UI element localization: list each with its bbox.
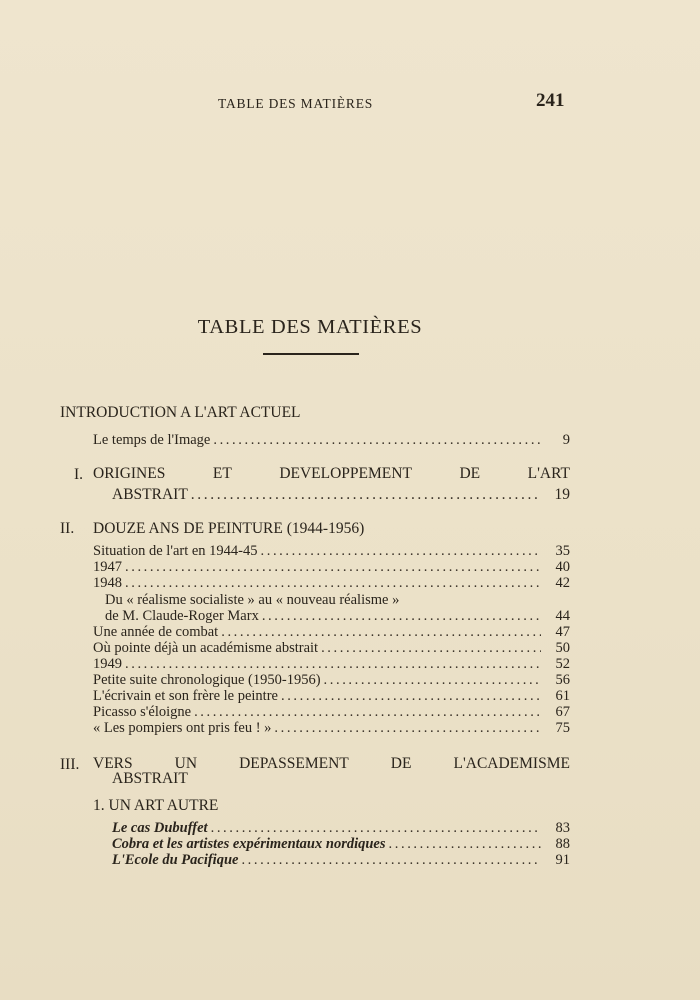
part1-heading-word: ET bbox=[212, 465, 232, 482]
toc-entry[interactable] bbox=[93, 640, 570, 656]
toc-entry-page: 19 bbox=[554, 486, 570, 503]
toc-entry-label: 1949 bbox=[93, 656, 122, 672]
toc-entry-label: Cobra et les artistes expérimentaux nordiques bbox=[112, 836, 386, 852]
part1-heading-word: DEVELOPPEMENT bbox=[279, 465, 412, 482]
dot-leader bbox=[191, 487, 541, 503]
toc-entry-page: 9 bbox=[562, 432, 570, 448]
dot-leader bbox=[274, 720, 541, 736]
toc-entry-page: 91 bbox=[555, 852, 570, 868]
part3-heading-word: L'ACADEMISME bbox=[453, 755, 570, 772]
part1-heading-word: ORIGINES bbox=[93, 465, 166, 482]
title-divider bbox=[263, 353, 359, 355]
part1-number: I. bbox=[74, 466, 84, 483]
toc-entry-label: Situation de l'art en 1944-45 bbox=[93, 543, 258, 559]
toc-entry[interactable] bbox=[93, 656, 570, 672]
toc-entry-page: 52 bbox=[555, 656, 570, 672]
toc-entry[interactable] bbox=[93, 672, 570, 688]
dot-leader bbox=[194, 704, 541, 720]
running-head-title: TABLE DES MATIÈRES bbox=[218, 96, 374, 111]
dot-leader bbox=[281, 688, 541, 704]
dot-leader bbox=[389, 836, 541, 852]
toc-entry-label: L'Ecole du Pacifique bbox=[112, 852, 239, 868]
toc-entry-page: 44 bbox=[555, 608, 570, 624]
part1-heading bbox=[93, 465, 570, 483]
dot-leader bbox=[324, 672, 541, 688]
part3-subheading: 1. UN ART AUTRE bbox=[93, 797, 219, 814]
toc-entry-label: ABSTRAIT bbox=[112, 486, 188, 503]
dot-leader bbox=[213, 432, 541, 448]
intro-heading: INTRODUCTION A L'ART ACTUEL bbox=[60, 404, 301, 421]
dot-leader bbox=[211, 820, 541, 836]
part2-number: II. bbox=[60, 520, 75, 537]
toc-entry-page: 67 bbox=[555, 704, 570, 720]
dot-leader bbox=[262, 608, 541, 624]
toc-entry-page: 42 bbox=[555, 575, 570, 591]
toc-entry[interactable] bbox=[112, 487, 570, 503]
toc-entry[interactable] bbox=[93, 624, 570, 640]
toc-entry-label: Petite suite chronologique (1950-1956) bbox=[93, 672, 321, 688]
toc-entry-label: L'écrivain et son frère le peintre bbox=[93, 688, 278, 704]
dot-leader bbox=[221, 624, 541, 640]
dot-leader bbox=[125, 559, 541, 575]
toc-entry-page: 50 bbox=[555, 640, 570, 656]
toc-entry[interactable] bbox=[112, 836, 570, 852]
toc-entry-page: 56 bbox=[555, 672, 570, 688]
toc-entry-label: Le cas Dubuffet bbox=[112, 820, 208, 836]
toc-entry[interactable] bbox=[93, 432, 570, 448]
part3-heading-word: DE bbox=[390, 755, 412, 772]
toc-entry[interactable] bbox=[112, 852, 570, 868]
dot-leader bbox=[125, 656, 541, 672]
part3-number: III. bbox=[60, 756, 80, 773]
toc-entry-label: de M. Claude-Roger Marx bbox=[105, 608, 259, 624]
toc-entry-label-line1: Du « réalisme socialiste » au « nouveau réalisme » bbox=[105, 592, 400, 608]
toc-entry[interactable] bbox=[93, 720, 570, 736]
toc-entry[interactable] bbox=[93, 543, 570, 559]
toc-entry-label: Picasso s'éloigne bbox=[93, 704, 192, 720]
toc-entry-label: Où pointe déjà un académisme abstrait bbox=[93, 640, 319, 656]
toc-entry-page: 35 bbox=[555, 543, 570, 559]
page-title: TABLE DES MATIÈRES bbox=[197, 316, 423, 338]
page-number: 241 bbox=[536, 90, 565, 111]
toc-entry-label: « Les pompiers ont pris feu ! » bbox=[93, 720, 272, 736]
toc-entry-page: 88 bbox=[555, 836, 570, 852]
toc-entry[interactable] bbox=[93, 688, 570, 704]
dot-leader bbox=[241, 852, 541, 868]
dot-leader bbox=[261, 543, 542, 559]
toc-entry-page: 40 bbox=[555, 559, 570, 575]
part3-heading-word: UN bbox=[174, 755, 198, 772]
part3-heading-word: VERS bbox=[93, 755, 133, 772]
toc-entry-label: Le temps de l'Image bbox=[93, 432, 211, 448]
toc-entry[interactable] bbox=[93, 559, 570, 575]
part2-heading: DOUZE ANS DE PEINTURE (1944-1956) bbox=[93, 520, 365, 537]
toc-entry-page: 83 bbox=[555, 820, 570, 836]
part3-heading-cont: ABSTRAIT bbox=[112, 770, 188, 787]
toc-entry-page: 47 bbox=[555, 624, 570, 640]
toc-entry[interactable] bbox=[105, 608, 570, 624]
part3-heading-word: DEPASSEMENT bbox=[239, 755, 349, 772]
toc-entry-label: Une année de combat bbox=[93, 624, 219, 640]
toc-entry[interactable] bbox=[112, 820, 570, 836]
toc-entry-page: 61 bbox=[555, 688, 570, 704]
dot-leader bbox=[321, 640, 541, 656]
toc-entry[interactable] bbox=[93, 704, 570, 720]
toc-entry-page: 75 bbox=[555, 720, 570, 736]
toc-entry[interactable] bbox=[93, 575, 570, 591]
dot-leader bbox=[125, 575, 541, 591]
part1-heading-word: L'ART bbox=[527, 465, 570, 482]
toc-entry-label: 1947 bbox=[93, 559, 122, 575]
part1-heading-word: DE bbox=[459, 465, 481, 482]
toc-entry-label: 1948 bbox=[93, 575, 122, 591]
